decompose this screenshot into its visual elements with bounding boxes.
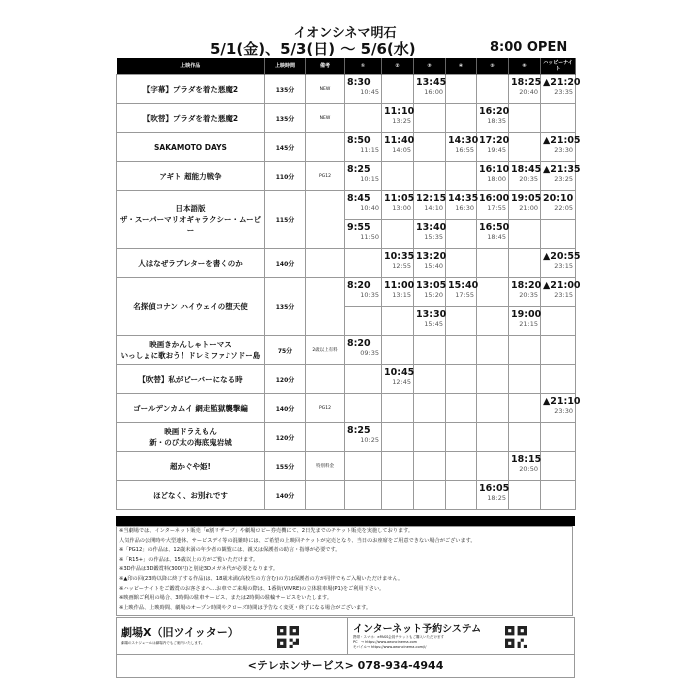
empty-cell (509, 481, 541, 510)
schedule-table (116, 58, 581, 510)
empty-cell (541, 423, 576, 452)
movie-title (117, 394, 265, 423)
note: 2歳以上有料 (306, 336, 345, 365)
duration: 135分 (265, 75, 306, 104)
showtime-cell[interactable] (509, 278, 541, 307)
duration: 115分 (265, 191, 306, 249)
movie-title (117, 423, 265, 452)
showtime-cell[interactable] (541, 75, 581, 104)
showtime-cell[interactable] (509, 452, 541, 481)
internet-line: 携帯・スマホ：ePASS会員チケットもご購入いただけます (353, 635, 444, 639)
duration: 135分 (265, 278, 306, 336)
internet-booking-title[interactable]: インターネット予約システム (353, 624, 482, 635)
start-time: 8:45 (347, 193, 371, 204)
showtime-cell[interactable] (541, 191, 576, 220)
showtime-cell[interactable] (541, 394, 581, 423)
showtime-cell[interactable] (382, 191, 414, 220)
end-time: 19:45 (487, 146, 506, 154)
note: 特別料金 (306, 452, 345, 481)
start-time: 19:05 (511, 193, 542, 204)
note: NEW (306, 75, 345, 104)
start-time: 18:20 (511, 280, 542, 291)
showtime-cell[interactable] (541, 133, 581, 162)
empty-cell (477, 365, 509, 394)
table-row (117, 162, 576, 191)
empty-cell (382, 307, 414, 336)
end-time: 23:35 (554, 88, 573, 96)
showtime-cell[interactable] (345, 162, 382, 191)
end-time: 13:15 (392, 291, 411, 299)
empty-cell (446, 365, 477, 394)
showtime-cell[interactable] (382, 249, 414, 278)
movie-title (117, 481, 265, 510)
empty-cell (414, 452, 446, 481)
end-time: 18:35 (487, 117, 506, 125)
movie-title-line: 名探偵コナン ハイウェイの堕天使 (133, 302, 248, 311)
note-line: ※「R15+」の作品は、15歳以上の方がご覧いただけます。 (119, 556, 259, 563)
start-time: 19:00 (511, 309, 542, 320)
empty-cell (509, 220, 541, 249)
empty-cell (345, 307, 382, 336)
table-row (117, 365, 576, 394)
end-time: 11:15 (360, 146, 379, 154)
duration: 120分 (265, 423, 306, 452)
movie-title (117, 75, 265, 104)
duration: 135分 (265, 104, 306, 133)
duration: 140分 (265, 394, 306, 423)
empty-cell (446, 452, 477, 481)
start-time: 14:30 (448, 135, 479, 146)
end-time: 18:45 (487, 233, 506, 241)
movie-title-line: ほどなく、お別れです (153, 490, 228, 500)
start-time: 13:20 (416, 251, 447, 262)
empty-cell (446, 394, 477, 423)
column-header: ③ (414, 58, 446, 75)
movie-title-line: アギト 超能力戦争 (159, 171, 222, 181)
column-header: ハッピーナイト (541, 58, 576, 75)
column-header: 備考 (306, 58, 345, 75)
empty-cell (509, 423, 541, 452)
note (306, 423, 345, 452)
internet-line-mobile[interactable]: モバイル→ https://www.aeoncinema.com/i/ (353, 645, 427, 649)
start-time: 8:25 (347, 164, 371, 175)
movie-title (117, 133, 265, 162)
start-time: 18:25 (511, 77, 542, 88)
internet-line-pc[interactable]: PC → https://www.aeoncinema.com (353, 640, 418, 644)
empty-cell (509, 104, 541, 133)
empty-cell (477, 394, 509, 423)
start-time: 16:50 (479, 222, 510, 233)
end-time: 23:30 (554, 407, 573, 415)
duration: 140分 (265, 249, 306, 278)
start-time: ▲21:00 (543, 280, 581, 291)
end-time: 16:30 (455, 204, 474, 212)
column-header: ④ (446, 58, 477, 75)
note (306, 365, 345, 394)
start-time: ▲21:35 (543, 164, 581, 175)
start-time: 10:45 (384, 367, 415, 378)
showtime-cell[interactable] (345, 220, 382, 249)
empty-cell (509, 336, 541, 365)
end-time: 10:40 (360, 204, 379, 212)
empty-cell (345, 394, 382, 423)
table-header (117, 58, 576, 75)
showtime-cell[interactable] (345, 336, 382, 365)
start-time: 8:20 (347, 280, 371, 291)
column-header: ② (382, 58, 414, 75)
end-time: 10:35 (360, 291, 379, 299)
empty-cell (477, 249, 509, 278)
note-line: ※ハッピーナイトをご鑑賞のお客さまへ…お車でご来場の際は、1番街(VIVRE)の立体駐車場(P1)をご利用下さい。 (119, 585, 385, 592)
showtime-cell[interactable] (541, 249, 581, 278)
empty-cell (414, 365, 446, 394)
showtime-cell[interactable] (414, 220, 446, 249)
empty-cell (414, 423, 446, 452)
showtime-cell[interactable] (541, 278, 581, 307)
empty-cell (446, 220, 477, 249)
empty-cell (446, 104, 477, 133)
note-line: ※▲印の回(23時以降に終了する作品)は、18歳未満(高校生の方含む)の方は保護者の方が同伴でもご入場いただけません。 (119, 575, 404, 582)
note (306, 481, 345, 510)
end-time: 14:05 (392, 146, 411, 154)
start-time: ▲20:55 (543, 251, 581, 262)
end-time: 10:15 (360, 175, 379, 183)
movie-title-line: 【字幕】プラダを着た悪魔2 (142, 84, 239, 94)
start-time: 16:20 (479, 106, 510, 117)
end-time: 23:30 (554, 146, 573, 154)
showtime-cell[interactable] (345, 278, 382, 307)
table-row (117, 452, 576, 481)
movie-title-line: 日本語版 (175, 204, 206, 213)
end-time: 15:40 (424, 262, 443, 270)
x-account-subtext: 劇場のスケジュールは劇場内でもご案内いたします。 (121, 641, 205, 645)
note-line: ※「PG12」の作品は、12歳未満の年少者の観覧には、親又は保護者の助言・指導が必要です。 (119, 547, 341, 554)
duration: 140分 (265, 481, 306, 510)
note-line: ※3D作品は3D鑑賞料(300円)と別途3Dメガネ代が必要となります。 (119, 566, 279, 573)
end-time: 14:10 (424, 204, 443, 212)
empty-cell (382, 423, 414, 452)
theater-name: イオンシネマ明石 (293, 26, 397, 41)
end-time: 16:00 (424, 88, 443, 96)
date-range: 5/1(金)、5/3(日) ～ 5/6(水) (210, 40, 416, 58)
duration: 120分 (265, 365, 306, 394)
qr-code-icon[interactable] (505, 626, 527, 648)
showtime-cell[interactable] (446, 278, 477, 307)
end-time: 13:00 (392, 204, 411, 212)
start-time: 10:35 (384, 251, 415, 262)
table-row (117, 104, 576, 133)
showtime-cell[interactable] (477, 133, 509, 162)
table-row (117, 133, 576, 162)
end-time: 10:25 (360, 436, 379, 444)
start-time: 12:15 (416, 193, 447, 204)
showtime-cell[interactable] (477, 481, 509, 510)
empty-cell (382, 162, 414, 191)
footer-info (116, 617, 575, 655)
empty-cell (446, 162, 477, 191)
table-row (117, 191, 576, 220)
start-time: 15:40 (448, 280, 479, 291)
phone-service[interactable]: <テレホンサービス> 078-934-4944 (116, 655, 575, 678)
end-time: 11:50 (360, 233, 379, 241)
showtime-cell[interactable] (382, 365, 414, 394)
empty-cell (541, 452, 576, 481)
empty-cell (414, 481, 446, 510)
showtime-cell[interactable] (509, 162, 541, 191)
start-time: 11:05 (384, 193, 415, 204)
showtime-cell[interactable] (446, 191, 477, 220)
movie-title (117, 365, 265, 394)
end-time: 23:15 (554, 291, 573, 299)
empty-cell (382, 336, 414, 365)
end-time: 16:55 (455, 146, 474, 154)
empty-cell (446, 336, 477, 365)
duration: 110分 (265, 162, 306, 191)
movie-title-line: ザ・スーパーマリオギャラクシー・ムービー (119, 215, 262, 235)
start-time: 13:30 (416, 309, 447, 320)
movie-title-line: 【吹替】私がビーバーになる時 (138, 374, 243, 384)
start-time: 8:25 (347, 425, 371, 436)
empty-cell (541, 307, 576, 336)
empty-cell (446, 249, 477, 278)
end-time: 10:45 (360, 88, 379, 96)
note-line: 人気作品の公開時や大型連休、サービスデイ等の混雑時には、ご希望の上映回チケットが完売となり、当日のお座席をご用意できない場合がございます。 (119, 537, 476, 544)
table-row (117, 249, 576, 278)
start-time: 16:10 (479, 164, 510, 175)
start-time: 20:10 (543, 193, 574, 204)
empty-cell (477, 423, 509, 452)
note-line: ※上映作品、上映時間、劇場のオープン時間やクローズ時間は予告なく変更・終了になる場合がございます。 (119, 604, 372, 611)
column-header: 上映時間 (265, 58, 306, 75)
note: PG12 (306, 162, 345, 191)
showtime-cell[interactable] (477, 220, 509, 249)
end-time: 15:45 (424, 320, 443, 328)
empty-cell (382, 75, 414, 104)
notes (116, 526, 573, 616)
column-header: ① (345, 58, 382, 75)
table-row (117, 278, 576, 307)
showtime-cell[interactable] (477, 104, 509, 133)
showtime-cell[interactable] (414, 191, 446, 220)
note: PG12 (306, 394, 345, 423)
empty-cell (541, 220, 576, 249)
showtime-cell[interactable] (414, 75, 446, 104)
start-time: 13:05 (416, 280, 447, 291)
note (306, 191, 345, 249)
movie-title-line: SAKAMOTO DAYS (154, 142, 227, 152)
end-time: 23:15 (554, 262, 573, 270)
empty-cell (414, 336, 446, 365)
empty-cell (414, 394, 446, 423)
start-time: 9:55 (347, 222, 371, 233)
note: NEW (306, 104, 345, 133)
empty-cell (446, 307, 477, 336)
showtime-cell[interactable] (345, 75, 382, 104)
end-time: 09:35 (360, 349, 379, 357)
movie-title (117, 191, 265, 249)
empty-cell (345, 452, 382, 481)
table-row (117, 394, 576, 423)
movie-title-line: 超かぐや姫! (170, 461, 211, 471)
empty-cell (345, 365, 382, 394)
column-header: ⑥ (509, 58, 541, 75)
end-time: 21:00 (519, 204, 538, 212)
movie-title-line: 【吹替】プラダを着た悪魔2 (142, 113, 239, 123)
movie-title (117, 278, 265, 336)
showtime-cell[interactable] (414, 278, 446, 307)
start-time: ▲21:05 (543, 135, 581, 146)
empty-cell (541, 481, 576, 510)
movie-title-line: 新・のび太の海底鬼岩城 (149, 438, 232, 447)
movie-title (117, 162, 265, 191)
showtime-cell[interactable] (509, 75, 541, 104)
empty-cell (345, 249, 382, 278)
start-time: 11:10 (384, 106, 415, 117)
start-time: 11:00 (384, 280, 415, 291)
empty-cell (446, 423, 477, 452)
showtime-cell[interactable] (345, 133, 382, 162)
start-time: ▲21:10 (543, 396, 581, 407)
start-time: 8:30 (347, 77, 371, 88)
qr-code-icon[interactable] (277, 626, 299, 648)
end-time: 20:35 (519, 291, 538, 299)
end-time: 20:50 (519, 465, 538, 473)
movie-title-line: 映画きかんしゃトーマス (149, 340, 232, 349)
end-time: 12:55 (392, 262, 411, 270)
movie-title-line: ゴールデンカムイ 網走監獄襲撃編 (133, 403, 248, 413)
start-time: 11:40 (384, 135, 415, 146)
note (306, 249, 345, 278)
empty-cell (382, 220, 414, 249)
note (306, 133, 345, 162)
end-time: 18:00 (487, 175, 506, 183)
showtime-cell[interactable] (414, 249, 446, 278)
empty-cell (509, 249, 541, 278)
end-time: 17:55 (455, 291, 474, 299)
end-time: 23:25 (554, 175, 573, 183)
empty-cell (414, 104, 446, 133)
empty-cell (382, 394, 414, 423)
note-line: ※映画館ご利用の場合、3時間の駐車サービス、または2時間の駐輪サービスをいたします。 (119, 595, 333, 602)
showtime-cell[interactable] (382, 133, 414, 162)
note (306, 278, 345, 336)
empty-cell (414, 162, 446, 191)
empty-cell (446, 481, 477, 510)
start-time: 18:15 (511, 454, 542, 465)
divider-bar (116, 516, 575, 526)
start-time: ▲21:20 (543, 77, 581, 88)
showtime-cell[interactable] (345, 423, 382, 452)
movie-title-line: 人はなぜラブレターを書くのか (138, 258, 243, 268)
empty-cell (509, 365, 541, 394)
table-row (117, 336, 576, 365)
empty-cell (382, 481, 414, 510)
showtime-cell[interactable] (541, 162, 581, 191)
empty-cell (446, 75, 477, 104)
movie-title (117, 249, 265, 278)
duration: 75分 (265, 336, 306, 365)
movie-title (117, 452, 265, 481)
table-row (117, 423, 576, 452)
empty-cell (509, 133, 541, 162)
end-time: 12:45 (392, 378, 411, 386)
showtime-cell[interactable] (345, 191, 382, 220)
column-header: ⑤ (477, 58, 509, 75)
showtime-cell[interactable] (509, 307, 541, 336)
movie-title-line: いっしょに歌おう！ドレミファ♪ソドー島 (120, 351, 261, 360)
end-time: 15:20 (424, 291, 443, 299)
note-line: ※当劇場では、インターネット販売「e割リザーブ」や劇場ロビー券売機にて、2日先までのチケット販売を実施しております。 (119, 528, 414, 534)
start-time: 8:20 (347, 338, 371, 349)
movie-title (117, 104, 265, 133)
start-time: 16:05 (479, 483, 510, 494)
table-row (117, 75, 576, 104)
end-time: 15:35 (424, 233, 443, 241)
empty-cell (382, 452, 414, 481)
start-time: 14:35 (448, 193, 479, 204)
showtime-cell[interactable] (477, 162, 509, 191)
showtime-cell[interactable] (382, 278, 414, 307)
end-time: 20:40 (519, 88, 538, 96)
end-time: 18:25 (487, 494, 506, 502)
start-time: 13:45 (416, 77, 447, 88)
empty-cell (345, 104, 382, 133)
end-time: 20:35 (519, 175, 538, 183)
empty-cell (541, 365, 576, 394)
end-time: 13:25 (392, 117, 411, 125)
showtime-cell[interactable] (509, 191, 541, 220)
empty-cell (509, 394, 541, 423)
duration: 155分 (265, 452, 306, 481)
start-time: 18:45 (511, 164, 542, 175)
empty-cell (414, 133, 446, 162)
empty-cell (477, 75, 509, 104)
end-time: 21:15 (519, 320, 538, 328)
empty-cell (345, 481, 382, 510)
end-time: 22:05 (554, 204, 573, 212)
empty-cell (477, 278, 509, 307)
start-time: 8:50 (347, 135, 371, 146)
showtime-cell[interactable] (414, 307, 446, 336)
showtime-cell[interactable] (382, 104, 414, 133)
empty-cell (477, 452, 509, 481)
empty-cell (477, 336, 509, 365)
start-time: 17:20 (479, 135, 510, 146)
empty-cell (477, 307, 509, 336)
start-time: 13:40 (416, 222, 447, 233)
empty-cell (541, 104, 576, 133)
movie-title-line: 映画ドラえもん (164, 427, 217, 436)
showtime-cell[interactable] (477, 191, 509, 220)
showtime-cell[interactable] (446, 133, 477, 162)
column-header: 上映作品 (117, 58, 265, 75)
open-time: 8:00 OPEN (490, 40, 568, 55)
movie-title (117, 336, 265, 365)
x-account-name[interactable]: 劇場X（旧ツイッター） (121, 626, 239, 639)
empty-cell (541, 336, 576, 365)
duration: 145分 (265, 133, 306, 162)
end-time: 17:55 (487, 204, 506, 212)
start-time: 16:00 (479, 193, 510, 204)
table-row (117, 481, 576, 510)
